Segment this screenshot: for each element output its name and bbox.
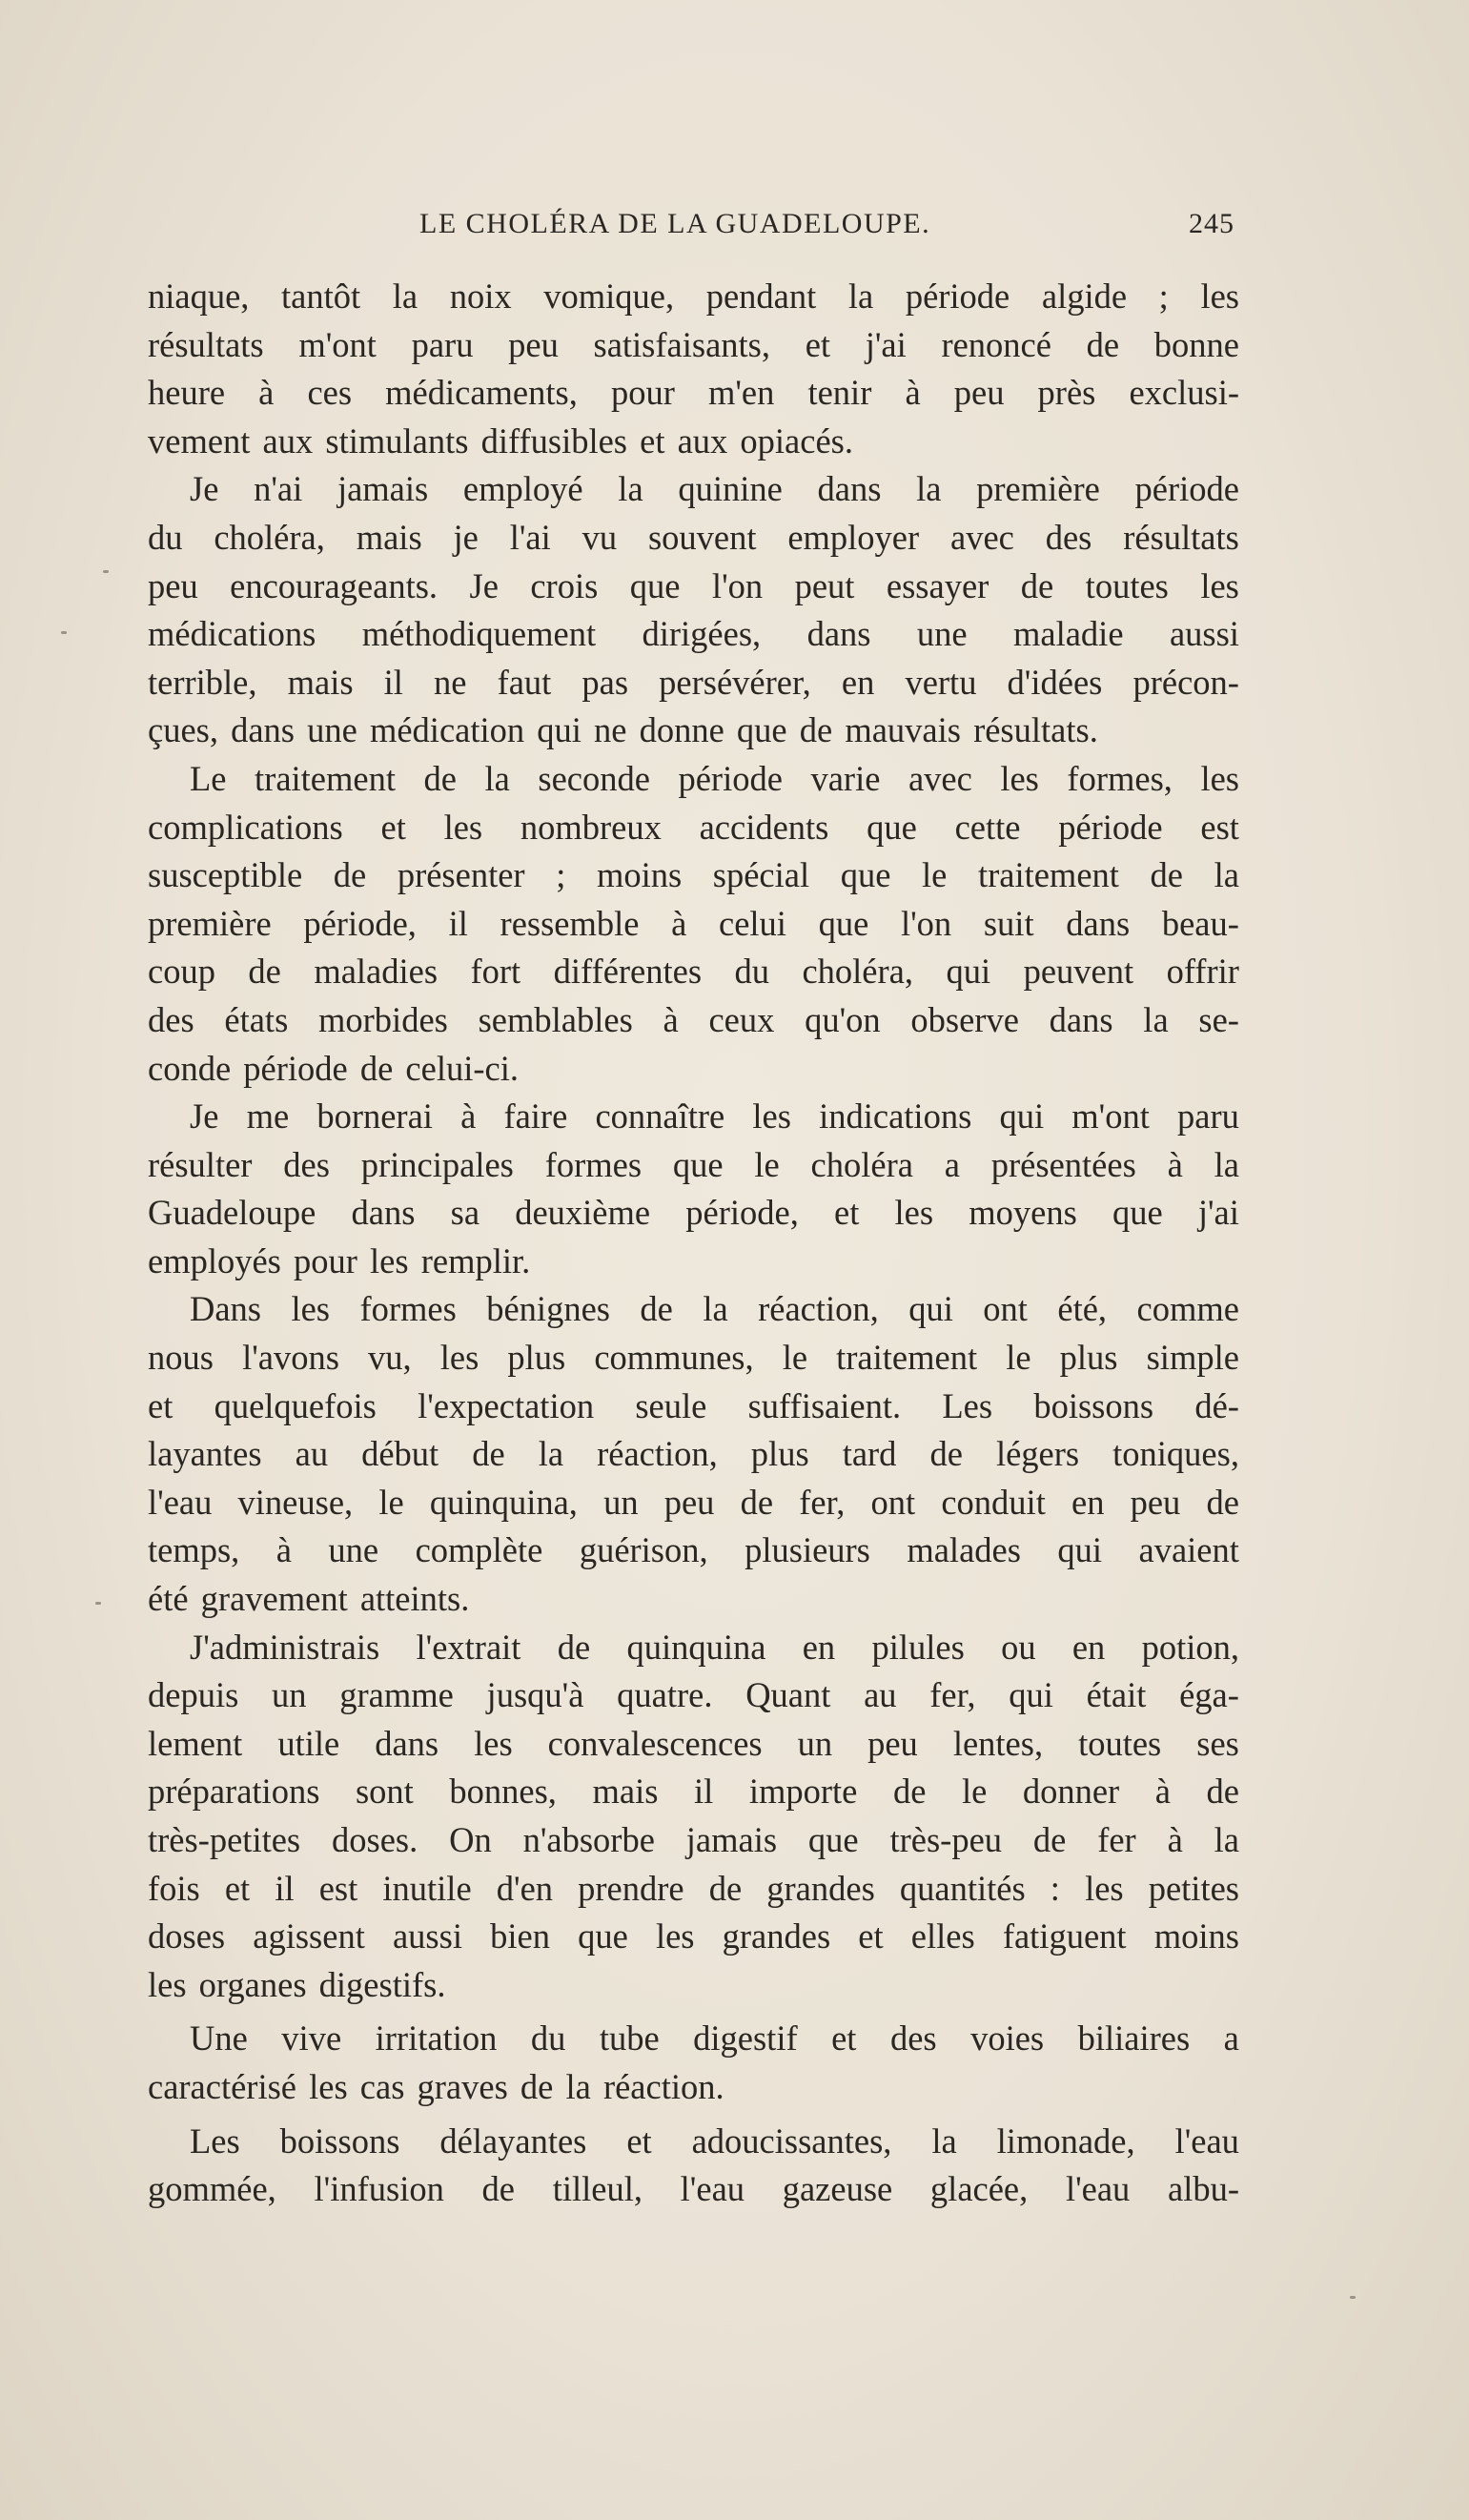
- text-line: des états morbides semblables à ceux qu'on observe dans la se-: [148, 999, 1239, 1039]
- text-line: été gravement atteints.: [148, 1579, 470, 1619]
- text-line: temps, à une complète guérison, plusieurs malades qui avaient: [148, 1530, 1239, 1570]
- text-line: résulter des principales formes que le choléra a présentées à la: [148, 1144, 1239, 1184]
- text-line: Je me bornerai à faire connaître les indications qui m'ont paru: [190, 1096, 1239, 1137]
- text-line: résultats m'ont paru peu satisfaisants, et j'ai renoncé de bonne: [148, 324, 1239, 364]
- text-line: Dans les formes bénignes de la réaction, qui ont été, comme: [190, 1289, 1239, 1329]
- text-line: nous l'avons vu, les plus communes, le traitement le plus simple: [148, 1338, 1239, 1378]
- margin-speck: [61, 631, 67, 634]
- text-line: peu encourageants. Je crois que l'on peut essayer de toutes les: [148, 565, 1239, 605]
- running-title: LE CHOLÉRA DE LA GUADELOUPE.: [419, 208, 931, 239]
- text-line: employés pour les remplir.: [148, 1240, 531, 1280]
- text-line: caractérisé les cas graves de la réaction.: [148, 2066, 724, 2106]
- text-line: fois et il est inutile d'en prendre de grandes quantités : les petites: [148, 1868, 1239, 1908]
- text-line: depuis un gramme jusqu'à quatre. Quant au fer, qui était éga-: [148, 1675, 1239, 1715]
- running-head: [148, 208, 1234, 256]
- text-line: conde période de celui-ci.: [148, 1048, 519, 1088]
- text-line: coup de maladies fort différentes du choléra, qui peuvent offrir: [148, 952, 1239, 992]
- margin-speck: [1350, 2296, 1356, 2299]
- text-line: lement utile dans les convalescences un peu lentes, toutes ses: [148, 1723, 1239, 1763]
- text-line: première période, il ressemble à celui que l'on suit dans beau-: [148, 903, 1239, 943]
- margin-speck: [103, 570, 109, 573]
- text-line: niaque, tantôt la noix vomique, pendant la période algide ; les: [148, 277, 1239, 316]
- text-line: Je n'ai jamais employé la quinine dans la première période: [190, 469, 1239, 509]
- text-line: et quelquefois l'expectation seule suffisaient. Les boissons dé-: [148, 1385, 1239, 1425]
- text-line: les organes digestifs.: [148, 1964, 446, 2004]
- text-line: préparations sont bonnes, mais il importe de le donner à de: [148, 1772, 1239, 1812]
- text-line: gommée, l'infusion de tilleul, l'eau gazeuse glacée, l'eau albu-: [148, 2169, 1239, 2209]
- text-line: susceptible de présenter ; moins spécial que le traitement de la: [148, 855, 1239, 895]
- body-text: [148, 273, 1239, 2214]
- text-line: très-petites doses. On n'absorbe jamais que très-peu de fer à la: [148, 1820, 1239, 1859]
- text-line: doses agissent aussi bien que les grandes et elles fatiguent moins: [148, 1916, 1239, 1957]
- text-line: Guadeloupe dans sa deuxième période, et les moyens que j'ai: [148, 1193, 1239, 1233]
- margin-speck: [95, 1602, 101, 1605]
- text-line: du choléra, mais je l'ai vu souvent employer avec des résultats: [148, 517, 1239, 557]
- text-line: terrible, mais il ne faut pas persévérer, en vertu d'idées précon-: [148, 662, 1239, 702]
- text-line: Le traitement de la seconde période varie avec les formes, les: [190, 758, 1239, 798]
- text-line: vement aux stimulants diffusibles et aux opiacés.: [148, 420, 853, 461]
- text-line: l'eau vineuse, le quinquina, un peu de fer, ont conduit en peu de: [148, 1482, 1239, 1522]
- text-line: Les boissons délayantes et adoucissantes, la limonade, l'eau: [190, 2120, 1239, 2161]
- text-line: J'administrais l'extrait de quinquina en pilules ou en potion,: [190, 1627, 1239, 1667]
- text-line: çues, dans une médication qui ne donne que de mauvais résultats.: [148, 710, 1098, 750]
- text-line: complications et les nombreux accidents que cette période est: [148, 807, 1239, 847]
- text-line: heure à ces médicaments, pour m'en tenir à peu près exclusi-: [148, 373, 1239, 413]
- text-line: médications méthodiquement dirigées, dans une maladie aussi: [148, 614, 1239, 654]
- page-number: 245: [1189, 208, 1234, 239]
- text-line: layantes au début de la réaction, plus tard de légers toniques,: [148, 1434, 1239, 1474]
- text-line: Une vive irritation du tube digestif et des voies biliaires a: [190, 2018, 1239, 2059]
